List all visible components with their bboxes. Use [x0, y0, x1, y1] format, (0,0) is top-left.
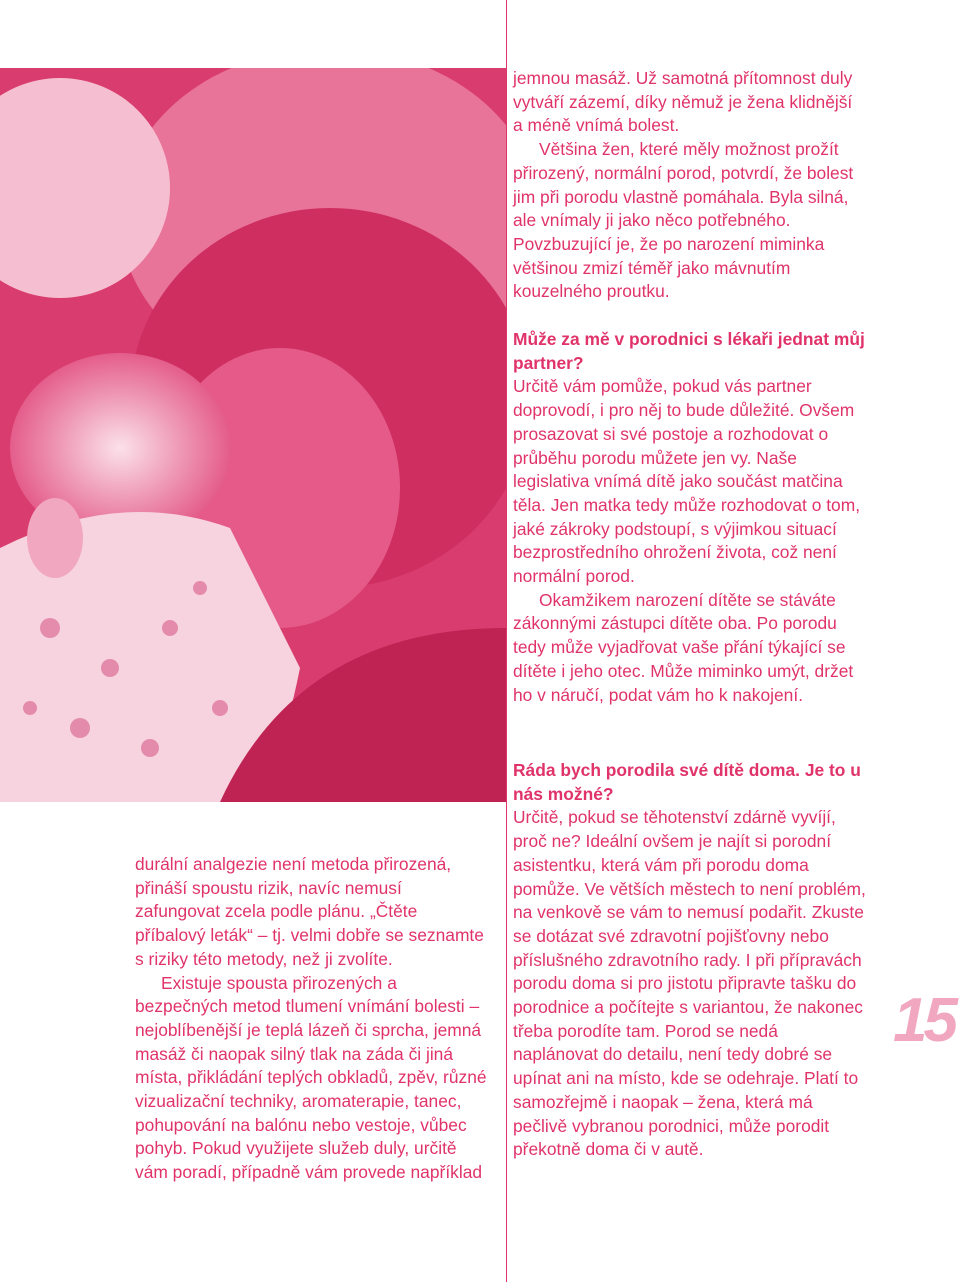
- left-paragraph: durální analgezie není metoda přirozená, přináší spoustu rizik, navíc nemusí zafungovat zcela podle plánu. „Čtěte příbalový leták“ – tj. velmi dobře se seznamte s riziky této metody, než ji zvolíte.: [135, 854, 484, 969]
- section-partner: [513, 328, 866, 707]
- section-heading-partner: Může za mě v porodnici s lékaři jednat můj partner?: [513, 329, 865, 373]
- page-number: 15: [893, 986, 954, 1055]
- left-text-column: [135, 853, 487, 1185]
- right-paragraph: Většina žen, které měly možnost prožít přirozený, normální porod, potvrdí, že bolest jim při porodu vlastně pomáhala. Byla silná, ale vnímaly ji jako něco potřebného. Povzbuzující je, že po narození miminka většinou zmizí téměř jako mávnutím kouzelného proutku.: [513, 139, 854, 302]
- section-paragraph: Určitě vám pomůže, pokud vás partner doprovodí, i pro něj to bude důležité. Ovšem prosazovat si své postoje a rozhodovat o průběhu porodu můžete jen vy. Naše legislativa vnímá dítě jako součást matčina těla. Jen matka tedy může rozhodovat o tom, jaké zákroky podstoupí, s výjimkou situací bezprostředního ohrožení života, což není normální porod.: [513, 376, 861, 587]
- left-paragraph: Existuje spousta přirozených a bezpečných metod tlumení vnímání bolesti – nejoblíbenější je teplá lázeň či sprcha, jemná masáž či naopak silný tlak na záda či jiná místa, přikládání teplých obkladů, zpěv, různé vizualizační techniky, aromaterapie, tanec, pohupování na balónu nebo vestoje, vůbec pohyb. Pokud využijete služeb duly, určitě vám poradí, případně vám provede například: [135, 972, 487, 1183]
- section-home-birth: [513, 759, 866, 1162]
- section-paragraph: Okamžikem narození dítěte se stáváte zákonnými zástupci dítěte oba. Po porodu tedy může vyjadřovat vaše přání týkající se dítěte i jeho otec. Může miminko umýt, držet ho v náručí, podat vám ho k nakojení.: [513, 589, 854, 705]
- photo-parent-with-newborn: [0, 68, 506, 802]
- section-heading-home-birth: Ráda bych porodila své dítě doma. Je to u nás možné?: [513, 760, 861, 804]
- right-paragraph: jemnou masáž. Už samotná přítomnost duly vytváří zázemí, díky němuž je žena klidnější a méně vnímá bolest.: [513, 68, 853, 136]
- section-paragraph: Určitě, pokud se těhotenství zdárně vyvíjí, proč ne? Ideální ovšem je najít si porodní asistentku, která vám při porodu doma pomůže. Ve větších městech to není problém, na venkově se vám to nemusí podařit. Zkuste se dotázat své zdravotní pojišťovny nebo příslušného zdravotního rady. I při přípravách porodu doma si pro jistotu připravte tašku do porodnice a počítejte s variantou, že nakonec třeba porodíte tam. Porod se nedá naplánovat do detailu, není tedy dobré se upínat ani na místo, kde se odehraje. Platí to samozřejmě i naopak – žena, která má pečlivě vybranou porodnici, může porodit překotně doma či v autě.: [513, 807, 866, 1160]
- right-text-column: [513, 67, 866, 707]
- column-divider: [506, 0, 507, 1282]
